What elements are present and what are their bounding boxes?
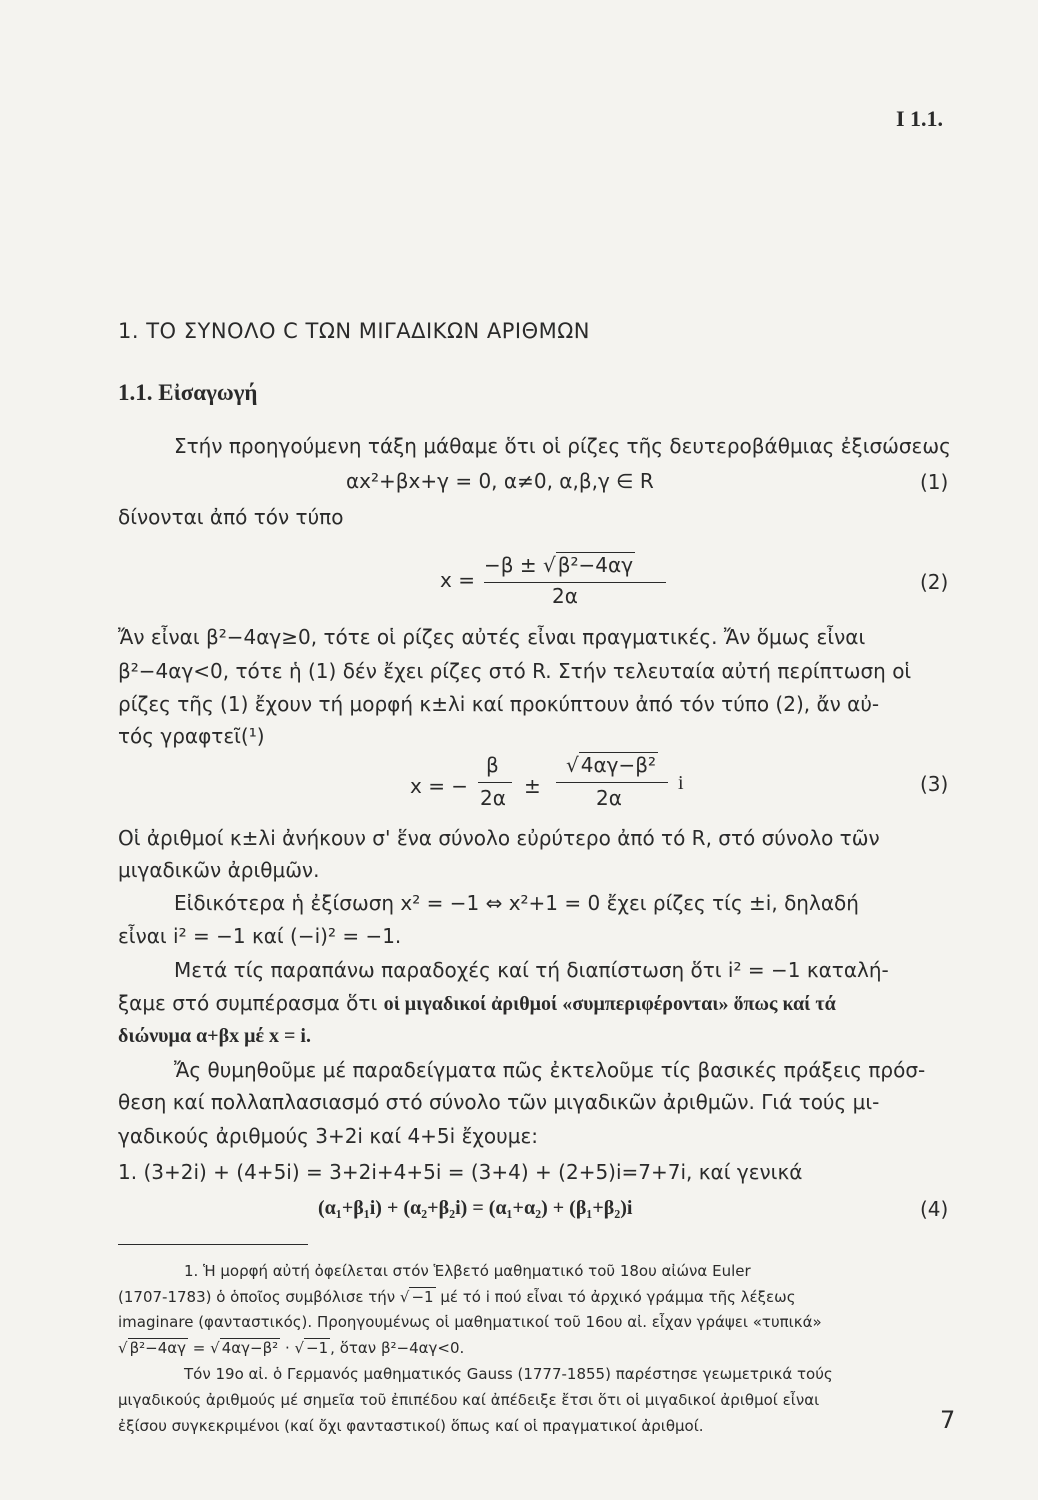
paragraph-3-line-3: ρίζες τῆς (1) ἔχουν τή μορφή κ±λi καί προκύπτουν ἀπό τόν τύπο (2), ἄν αὐ- — [118, 692, 880, 716]
paragraph-5-line-2: εἶναι i² = −1 καί (−i)² = −1. — [118, 924, 402, 948]
equation-3-fraction-1-numerator: β — [486, 753, 499, 777]
equation-3-radicand: 4αγ−β² — [580, 753, 657, 777]
footnote-line-2-end: μέ τό i πού εἶναι τό ἀρχικό γράμμα τῆς λέξεως — [435, 1288, 796, 1306]
footnote-line-4 — [118, 1339, 464, 1357]
equation-1: αx²+βx+γ = 0, α≠0, α,β,γ ∈ R — [346, 469, 654, 493]
sqrt-icon: √ — [210, 1339, 220, 1357]
footnote-radicand-3: −1 — [306, 1339, 329, 1357]
footnote-separator — [118, 1244, 308, 1245]
footnote-sqrt-minus-one: −1 — [411, 1288, 434, 1306]
sqrt-icon: √ — [566, 753, 579, 777]
footnote-line-1: 1. Ἡ μορφή αὐτή ὀφείλεται στόν Ἑλβετό μαθηματικό τοῦ 18ου αἰώνα Euler — [184, 1262, 751, 1280]
paragraph-3-line-1: Ἄν εἶναι β²−4αγ≥0, τότε οἱ ρίζες αὐτές εἶναι πραγματικές. Ἄν ὅμως εἶναι — [118, 625, 866, 649]
sqrt-icon: √ — [294, 1339, 305, 1357]
equation-2-numerator — [484, 553, 635, 577]
chapter-title: 1. ΤΟ ΣΥΝΟΛΟ C ΤΩΝ ΜΙΓΑΔΙΚΩΝ ΑΡΙΘΜΩΝ — [118, 319, 591, 343]
section-title: 1.1. Εἰσαγωγή — [118, 380, 258, 405]
sqrt-icon: √ — [543, 553, 556, 577]
footnote-line-3: imaginare (φανταστικός). Προηγουμένως οἱ μαθηματικοί τοῦ 16ου αἰ. εἶχαν γράψει «τυπικά» — [118, 1313, 822, 1331]
footnote-radicand-1: β²−4αγ — [129, 1339, 187, 1357]
paragraph-6-line-2 — [118, 991, 836, 1016]
footnote-dot: · — [280, 1339, 295, 1357]
footnote-equals: = — [188, 1339, 211, 1357]
equation-2-lhs: x = — [440, 568, 475, 592]
footnote-line-5: Τόν 19ο αἰ. ὁ Γερμανός μαθηματικός Gauss (1777-1855) παρέστησε γεωμετρικά τούς — [184, 1365, 833, 1383]
paragraph-7-line-1: Ἄς θυμηθοῦμε μέ παραδείγματα πῶς ἐκτελοῦμε τίς βασικές πράξεις πρόσ- — [174, 1058, 926, 1082]
equation-3-fraction-1-denominator: 2α — [480, 786, 506, 810]
equation-3-fraction-2-denominator: 2α — [596, 786, 622, 810]
equation-2-denominator: 2α — [552, 584, 578, 608]
paragraph-7-line-3: γαδικούς ἀριθμούς 3+2i καί 4+5i ἔχουμε: — [118, 1124, 539, 1148]
paragraph-3-line-2: β²−4αγ<0, τότε ἡ (1) δέν ἔχει ρίζες στό R. Στήν τελευταία αὐτή περίπτωση οἱ — [118, 659, 912, 683]
equation-2-radicand: β²−4αγ — [557, 553, 634, 577]
equation-3-plus-minus: ± — [524, 774, 541, 798]
paragraph-6-line-2-plain: ξαμε στό συμπέρασμα ὅτι — [118, 991, 384, 1015]
formula-intro-line: δίνονται ἀπό τόν τύπο — [118, 505, 344, 529]
equation-3-fraction-2-numerator — [566, 753, 658, 777]
section-reference: I 1.1. — [896, 106, 944, 131]
footnote-line-6: μιγαδικούς ἀριθμούς μέ σημεῖα τοῦ ἐπιπέδου καί ἀπέδειξε ἔτσι ὅτι οἱ μιγαδικοί ἀριθμοί εἶναι — [118, 1391, 820, 1409]
sqrt-icon: √ — [399, 1288, 410, 1306]
paragraph-3-line-4: τός γραφτεῖ(¹) — [118, 724, 265, 748]
footnote-radicand-2: 4αγ−β² — [221, 1339, 279, 1357]
footnote-line-2 — [118, 1288, 796, 1306]
intro-line: Στήν προηγούμενη τάξη μάθαμε ὅτι οἱ ρίζες τῆς δευτεροβάθμιας ἐξισώσεως — [174, 434, 951, 458]
footnote-line-2-start: (1707-1783) ὁ ὁποῖος συμβόλισε τήν — [118, 1288, 400, 1306]
paragraph-7-line-2: θεση καί πολλαπλασιασμό στό σύνολο τῶν μιγαδικῶν ἀριθμῶν. Γιά τούς μι- — [118, 1090, 880, 1114]
equation-2-number: (2) — [920, 570, 949, 594]
page-number: 7 — [940, 1406, 956, 1434]
equation-3-number: (3) — [920, 772, 949, 796]
footnote-line-4-end: , ὅταν β²−4αγ<0. — [330, 1339, 465, 1357]
paragraph-6-line-2-bold: οἱ μιγαδικοί ἀριθμοί «συμπεριφέρονται» ὅπως καί τά — [383, 993, 836, 1015]
equation-3-fraction-2-bar — [556, 782, 668, 783]
equation-4: (α₁+β₁i) + (α₂+β₂i) = (α₁+α₂) + (β₁+β₂)i — [318, 1197, 633, 1219]
equation-3-fraction-1-bar — [478, 782, 512, 783]
example-1: 1. (3+2i) + (4+5i) = 3+2i+4+5i = (3+4) + (2+5)i=7+7i, καί γενικά — [118, 1160, 803, 1184]
paragraph-5-line-1: Εἰδικότερα ἡ ἐξίσωση x² = −1 ⇔ x²+1 = 0 ἔχει ρίζες τίς ±i, δηλαδή — [174, 891, 859, 915]
equation-3-imaginary-unit: i — [678, 772, 684, 794]
footnote-line-7: ἐξίσου συγκεκριμένοι (καί ὄχι φανταστικοί) ὅπως καί οἱ πραγματικοί ἀριθμοί. — [118, 1417, 704, 1435]
paragraph-6-line-3: διώνυμα α+βx μέ x = i. — [118, 1025, 311, 1047]
paragraph-4-line-2: μιγαδικῶν ἀριθμῶν. — [118, 858, 320, 882]
paragraph-4-line-1: Οἱ ἀριθμοί κ±λi ἀνήκουν σ' ἕνα σύνολο εὐρύτερο ἀπό τό R, στό σύνολο τῶν — [118, 826, 880, 850]
equation-2-fraction-bar — [484, 582, 666, 583]
equation-2-numerator-a: −β ± — [484, 553, 543, 577]
equation-4-number: (4) — [920, 1197, 949, 1221]
sqrt-icon: √ — [118, 1339, 128, 1357]
equation-1-number: (1) — [920, 470, 949, 494]
equation-3-lhs: x = − — [410, 774, 469, 798]
paragraph-6-line-1: Μετά τίς παραπάνω παραδοχές καί τή διαπίστωση ὅτι i² = −1 καταλή- — [174, 958, 889, 982]
